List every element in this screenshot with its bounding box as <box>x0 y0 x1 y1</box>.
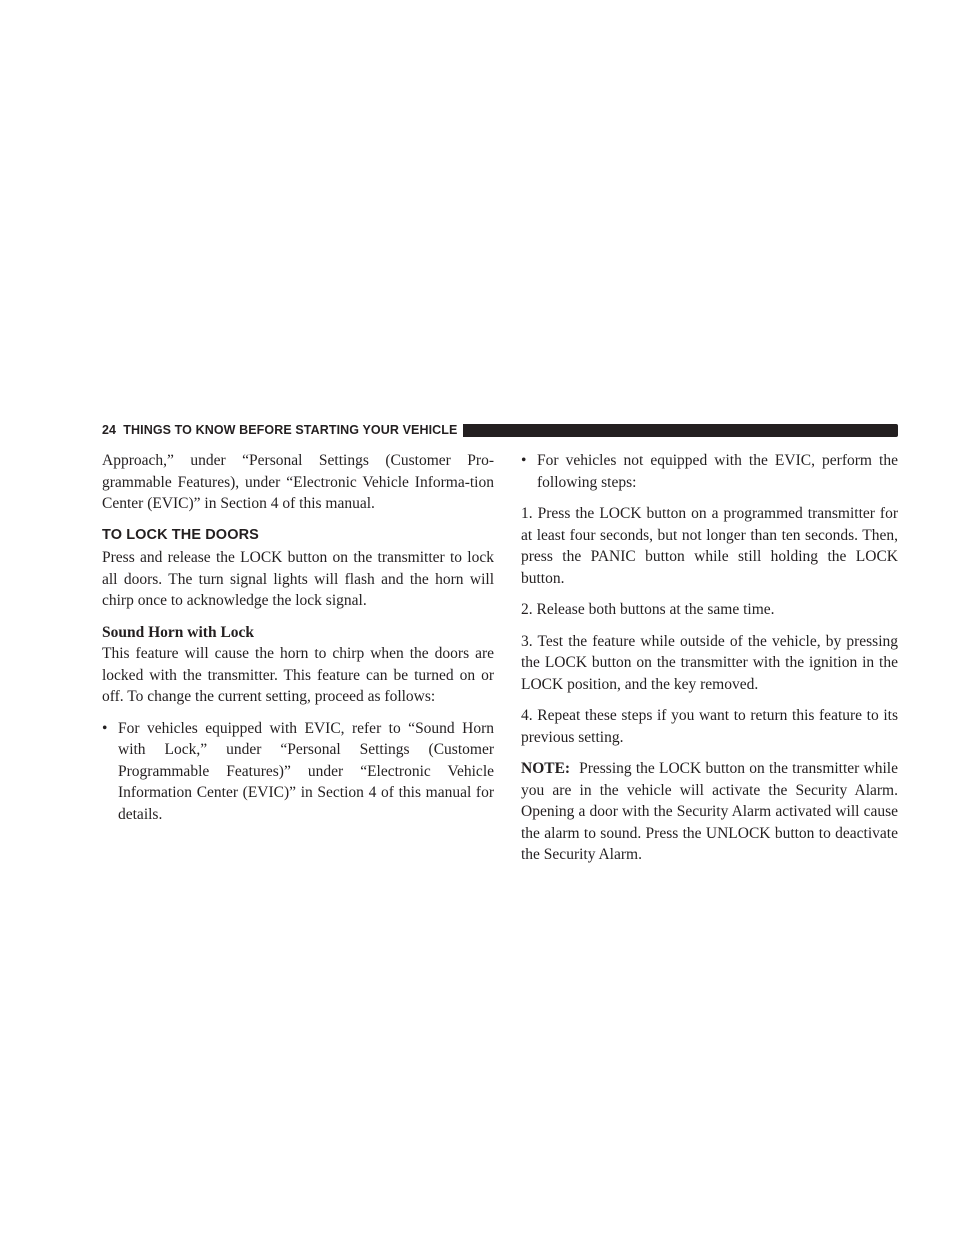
step-1-paragraph: 1. Press the LOCK button on a programmed transmitter for at least four seconds, but not longer than ten seconds. Then, press the PANIC button while still holding the LOCK button. <box>521 505 898 587</box>
step-3-paragraph: 3. Test the feature while outside of the vehicle, by pressing the LOCK button on the transmitter with the ignition in the LOCK position, and the key removed. <box>521 632 898 693</box>
bullet-evic-equipped <box>102 718 494 826</box>
note-text: Pressing the LOCK button on the transmitter while you are in the vehicle will activate the Security Alarm. Opening a door with the Security Alarm activated will cause the alarm to sound. Press the UNLOCK button to deactivate the Security Alarm. <box>521 760 898 863</box>
left-column <box>102 450 494 835</box>
right-column <box>521 450 898 876</box>
bullet-icon: • <box>521 452 527 469</box>
step-2-paragraph: 2. Release both buttons at the same time. <box>521 601 775 618</box>
bullet-text: For vehicles equipped with EVIC, refer to “Sound Horn with Lock,” under “Personal Settings (Customer Programmable Features)” under “Electronic Vehicle Information Center (EVIC)” in Section 4 of this manual for details. <box>118 719 494 823</box>
page-header <box>102 419 898 441</box>
bullet-not-evic-equipped <box>521 450 898 493</box>
chapter-title: THINGS TO KNOW BEFORE STARTING YOUR VEHICLE <box>123 423 458 437</box>
bullet-icon: • <box>102 719 108 737</box>
header-rule-bar <box>463 424 898 437</box>
step-4-paragraph: 4. Repeat these steps if you want to return this feature to its previous setting. <box>521 707 898 746</box>
note-paragraph <box>521 758 898 866</box>
page-header-text <box>102 423 457 437</box>
intro-paragraph: Approach,” under “Personal Settings (Customer Pro-grammable Features), under “Electronic Vehicle Informa-tion Center (EVIC)” in Section 4 of this manual. <box>102 452 494 512</box>
sound-horn-paragraph: This feature will cause the horn to chirp when the doors are locked with the transmitter. This feature can be turned on or off. To change the current setting, proceed as follows: <box>102 645 494 705</box>
lock-doors-paragraph: Press and release the LOCK button on the transmitter to lock all doors. The turn signal lights will flash and the horn will chirp once to acknowledge the lock signal. <box>102 549 494 609</box>
bullet-text: For vehicles not equipped with the EVIC, perform the following steps: <box>537 452 898 491</box>
page-number: 24 <box>102 423 117 437</box>
note-label: NOTE: <box>521 760 571 777</box>
subheading-sound-horn: Sound Horn with Lock <box>102 623 255 641</box>
section-heading-lock-doors: TO LOCK THE DOORS <box>102 526 259 543</box>
